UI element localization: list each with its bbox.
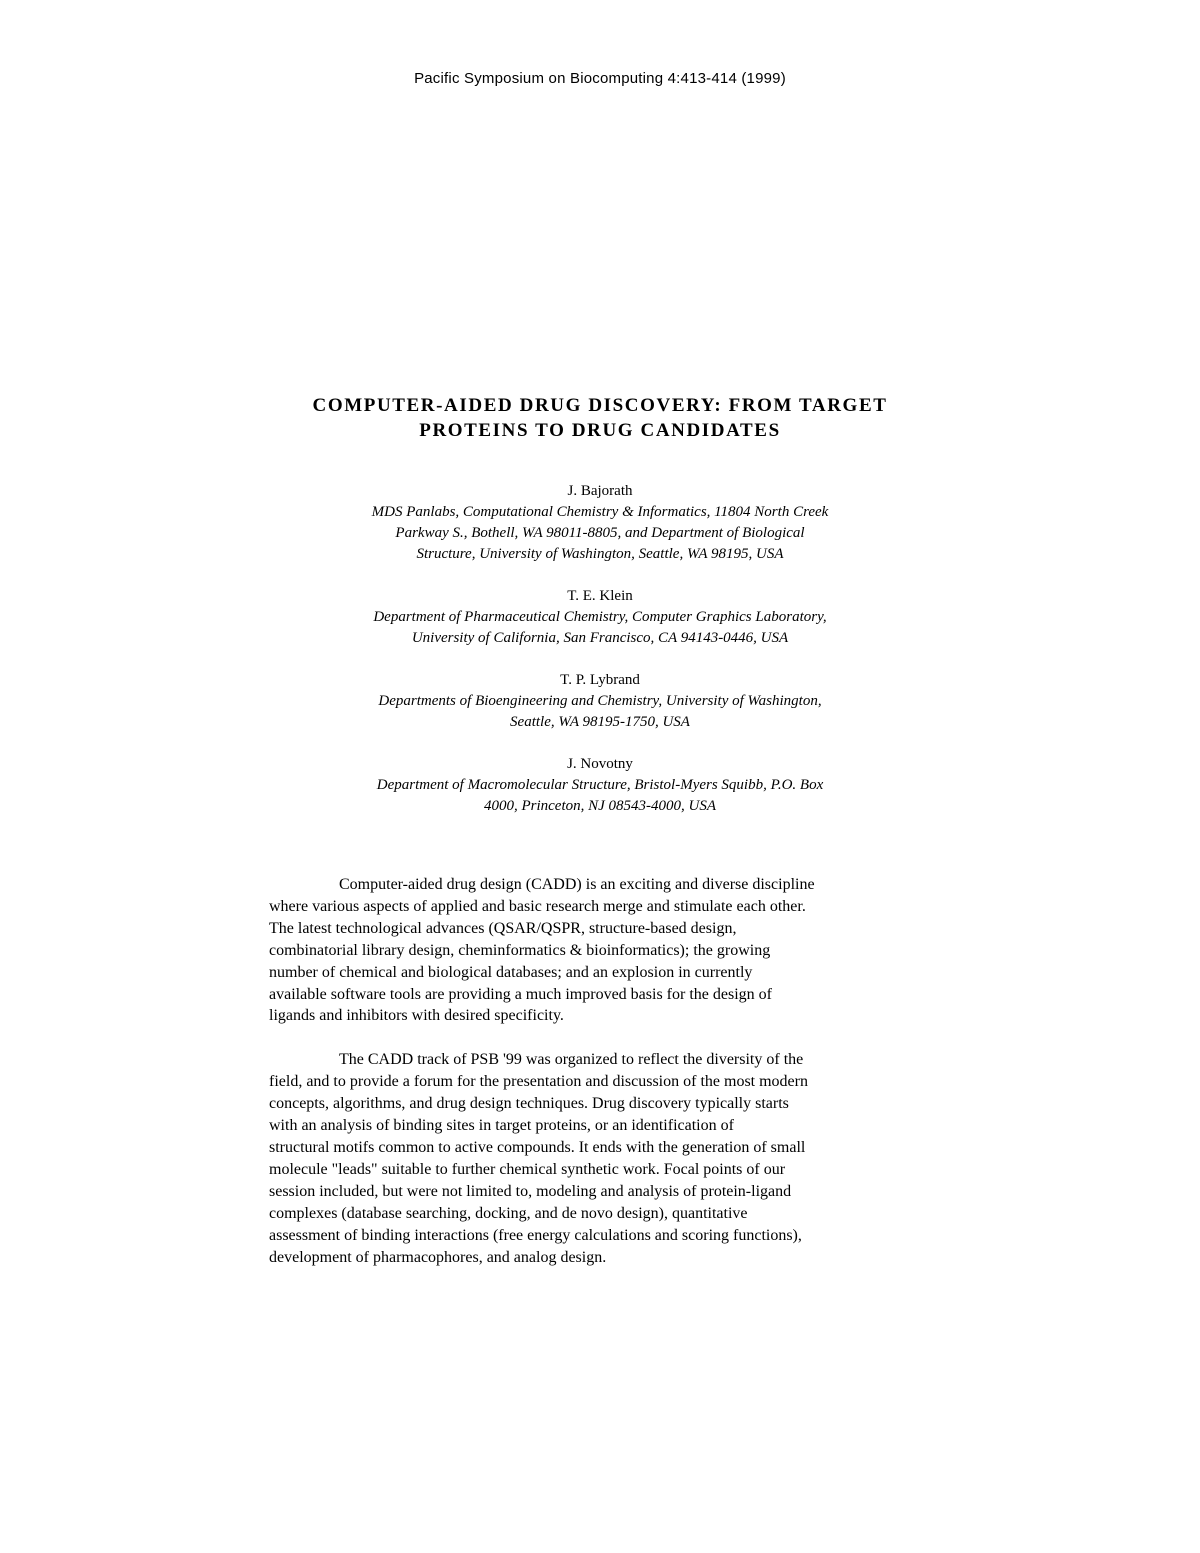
author-name: J. Bajorath bbox=[567, 483, 633, 499]
text-line: with an analysis of binding sites in target proteins, or an identification of bbox=[269, 1117, 734, 1135]
title-line: COMPUTER-AIDED DRUG DISCOVERY: FROM TARGET bbox=[312, 395, 888, 416]
paragraph bbox=[269, 1049, 939, 1268]
text-line: development of pharmacophores, and analog design. bbox=[269, 1248, 607, 1266]
running-header: Pacific Symposium on Biocomputing 4:413-414 (1999) bbox=[414, 70, 786, 87]
affiliation-line: Departments of Bioengineering and Chemistry, University of Washington, bbox=[378, 693, 822, 709]
text-line: number of chemical and biological databases; and an explosion in currently bbox=[269, 963, 753, 981]
affiliation-line: MDS Panlabs, Computational Chemistry & Informatics, 11804 North Creek bbox=[371, 504, 829, 520]
text-line: The latest technological advances (QSAR/QSPR, structure-based design, bbox=[269, 919, 737, 937]
affiliation-line: Department of Pharmaceutical Chemistry, Computer Graphics Laboratory, bbox=[373, 609, 827, 625]
affiliation-line: Structure, University of Washington, Seattle, WA 98195, USA bbox=[416, 546, 784, 562]
body-text bbox=[269, 874, 939, 1290]
affiliation-line: Parkway S., Bothell, WA 98011-8805, and Department of Biological bbox=[395, 525, 805, 541]
affiliation-line: Seattle, WA 98195-1750, USA bbox=[510, 714, 690, 730]
text-line: assessment of binding interactions (free energy calculations and scoring functions), bbox=[269, 1226, 802, 1244]
text-line: available software tools are providing a much improved basis for the design of bbox=[269, 985, 772, 1003]
title-line: PROTEINS TO DRUG CANDIDATES bbox=[419, 420, 781, 441]
text-line: Computer-aided drug design (CADD) is an exciting and diverse discipline bbox=[339, 876, 815, 893]
text-line: ligands and inhibitors with desired specificity. bbox=[269, 1007, 564, 1025]
paper-title bbox=[200, 393, 1000, 443]
author-name: T. E. Klein bbox=[567, 588, 633, 604]
text-line: concepts, algorithms, and drug design techniques. Drug discovery typically starts bbox=[269, 1095, 789, 1113]
text-line: complexes (database searching, docking, and de novo design), quantitative bbox=[269, 1204, 748, 1222]
author-name: J. Novotny bbox=[567, 756, 633, 772]
text-line: molecule "leads" suitable to further chemical synthetic work. Focal points of our bbox=[269, 1160, 786, 1178]
text-line: combinatorial library design, cheminformatics & bioinformatics); the growing bbox=[269, 941, 771, 959]
text-line: field, and to provide a forum for the presentation and discussion of the most modern bbox=[269, 1073, 808, 1091]
paragraph bbox=[269, 874, 939, 1027]
text-line: where various aspects of applied and basic research merge and stimulate each other. bbox=[269, 897, 806, 915]
affiliation-line: 4000, Princeton, NJ 08543-4000, USA bbox=[483, 798, 717, 814]
text-line: session included, but were not limited to, modeling and analysis of protein-ligand bbox=[269, 1182, 792, 1200]
author-block bbox=[250, 670, 950, 733]
text-line: The CADD track of PSB '99 was organized to reflect the diversity of the bbox=[339, 1051, 804, 1069]
affiliation-line: University of California, San Francisco, CA 94143-0446, USA bbox=[411, 630, 789, 646]
author-block bbox=[250, 481, 950, 565]
text-line: structural motifs common to active compounds. It ends with the generation of small bbox=[269, 1138, 806, 1156]
author-block bbox=[250, 754, 950, 817]
author-list bbox=[250, 481, 950, 838]
author-block bbox=[250, 586, 950, 649]
author-name: T. P. Lybrand bbox=[560, 672, 640, 688]
affiliation-line: Department of Macromolecular Structure, Bristol-Myers Squibb, P.O. Box bbox=[376, 777, 824, 793]
